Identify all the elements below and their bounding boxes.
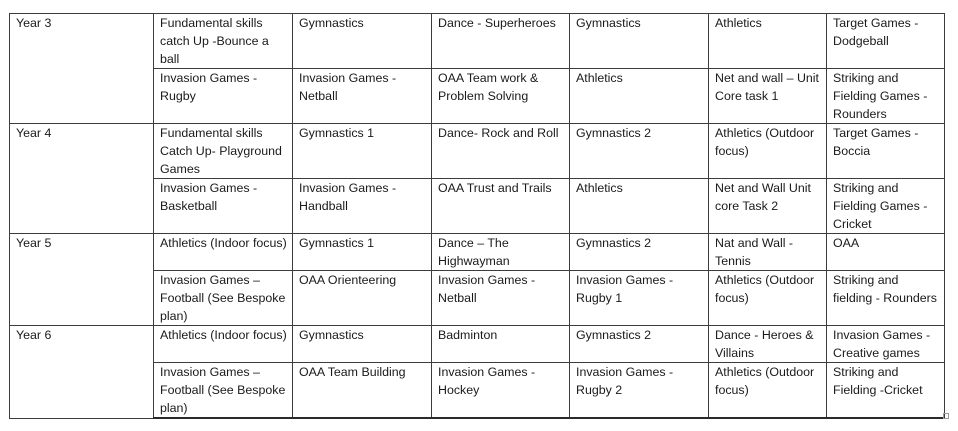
table-cell: Invasion Games – Football (See Bespoke plan) <box>154 363 293 419</box>
table-cell: Striking and Fielding -Cricket <box>827 363 945 419</box>
table-cell: Invasion Games - Rugby 1 <box>570 271 709 326</box>
table-end-marker <box>943 413 949 419</box>
table-cell: Invasion Games - Handball <box>293 179 432 234</box>
table-row <box>10 14 945 69</box>
pe-curriculum-table <box>9 13 945 419</box>
table-cell: Invasion Games - Basketball <box>154 179 293 234</box>
table-cell: OAA Team Building <box>293 363 432 419</box>
table-row <box>10 326 945 363</box>
table-cell: Athletics <box>570 179 709 234</box>
table-cell: Dance - Heroes & Villains <box>709 326 827 363</box>
table-cell: Dance - Superheroes <box>432 14 570 69</box>
table-cell: Invasion Games - Creative games <box>827 326 945 363</box>
table-cell: Invasion Games - Rugby 2 <box>570 363 709 419</box>
table-row <box>10 234 945 271</box>
table-cell: OAA <box>827 234 945 271</box>
table-cell: OAA Orienteering <box>293 271 432 326</box>
table-cell: Nat and Wall - Tennis <box>709 234 827 271</box>
table-cell: Gymnastics <box>570 14 709 69</box>
table-cell: Athletics (Indoor focus) <box>154 234 293 271</box>
table-cell: Badminton <box>432 326 570 363</box>
year-label: Year 4 <box>10 124 154 234</box>
table-cell: Fundamental skills Catch Up- Playground Games <box>154 124 293 179</box>
table-cell: Gymnastics 1 <box>293 234 432 271</box>
table-cell: Gymnastics 2 <box>570 326 709 363</box>
table-cell: Athletics (Outdoor focus) <box>709 363 827 419</box>
year-label: Year 3 <box>10 14 154 124</box>
table-cell: Gymnastics 2 <box>570 234 709 271</box>
table-cell: OAA Trust and Trails <box>432 179 570 234</box>
table-cell: Striking and Fielding Games - Rounders <box>827 69 945 124</box>
table-cell: Gymnastics 1 <box>293 124 432 179</box>
table-cell: Athletics <box>570 69 709 124</box>
table-cell: Dance – The Highwayman <box>432 234 570 271</box>
table-cell: Dance- Rock and Roll <box>432 124 570 179</box>
table-cell: Net and Wall Unit core Task 2 <box>709 179 827 234</box>
table-cell: Athletics (Indoor focus) <box>154 326 293 363</box>
table-cell: Invasion Games – Football (See Bespoke plan) <box>154 271 293 326</box>
year-label: Year 6 <box>10 326 154 419</box>
year-label: Year 5 <box>10 234 154 326</box>
table-cell: Invasion Games - Netball <box>293 69 432 124</box>
table-cell: Invasion Games - Netball <box>432 271 570 326</box>
table-cell: Target Games - Dodgeball <box>827 14 945 69</box>
table-cell: Fundamental skills catch Up -Bounce a ball <box>154 14 293 69</box>
table-cell: Gymnastics <box>293 14 432 69</box>
table-cell: Invasion Games - Rugby <box>154 69 293 124</box>
table-cell: Gymnastics <box>293 326 432 363</box>
table-cell: Striking and fielding - Rounders <box>827 271 945 326</box>
table-cell: Gymnastics 2 <box>570 124 709 179</box>
table-cell: Athletics (Outdoor focus) <box>709 271 827 326</box>
table-cell: Athletics <box>709 14 827 69</box>
table-row <box>10 124 945 179</box>
table-cell: Striking and Fielding Games - Cricket <box>827 179 945 234</box>
table-cell: Net and wall – Unit Core task 1 <box>709 69 827 124</box>
table-cell: Target Games - Boccia <box>827 124 945 179</box>
table-cell: OAA Team work & Problem Solving <box>432 69 570 124</box>
table-cell: Athletics (Outdoor focus) <box>709 124 827 179</box>
table-cell: Invasion Games - Hockey <box>432 363 570 419</box>
